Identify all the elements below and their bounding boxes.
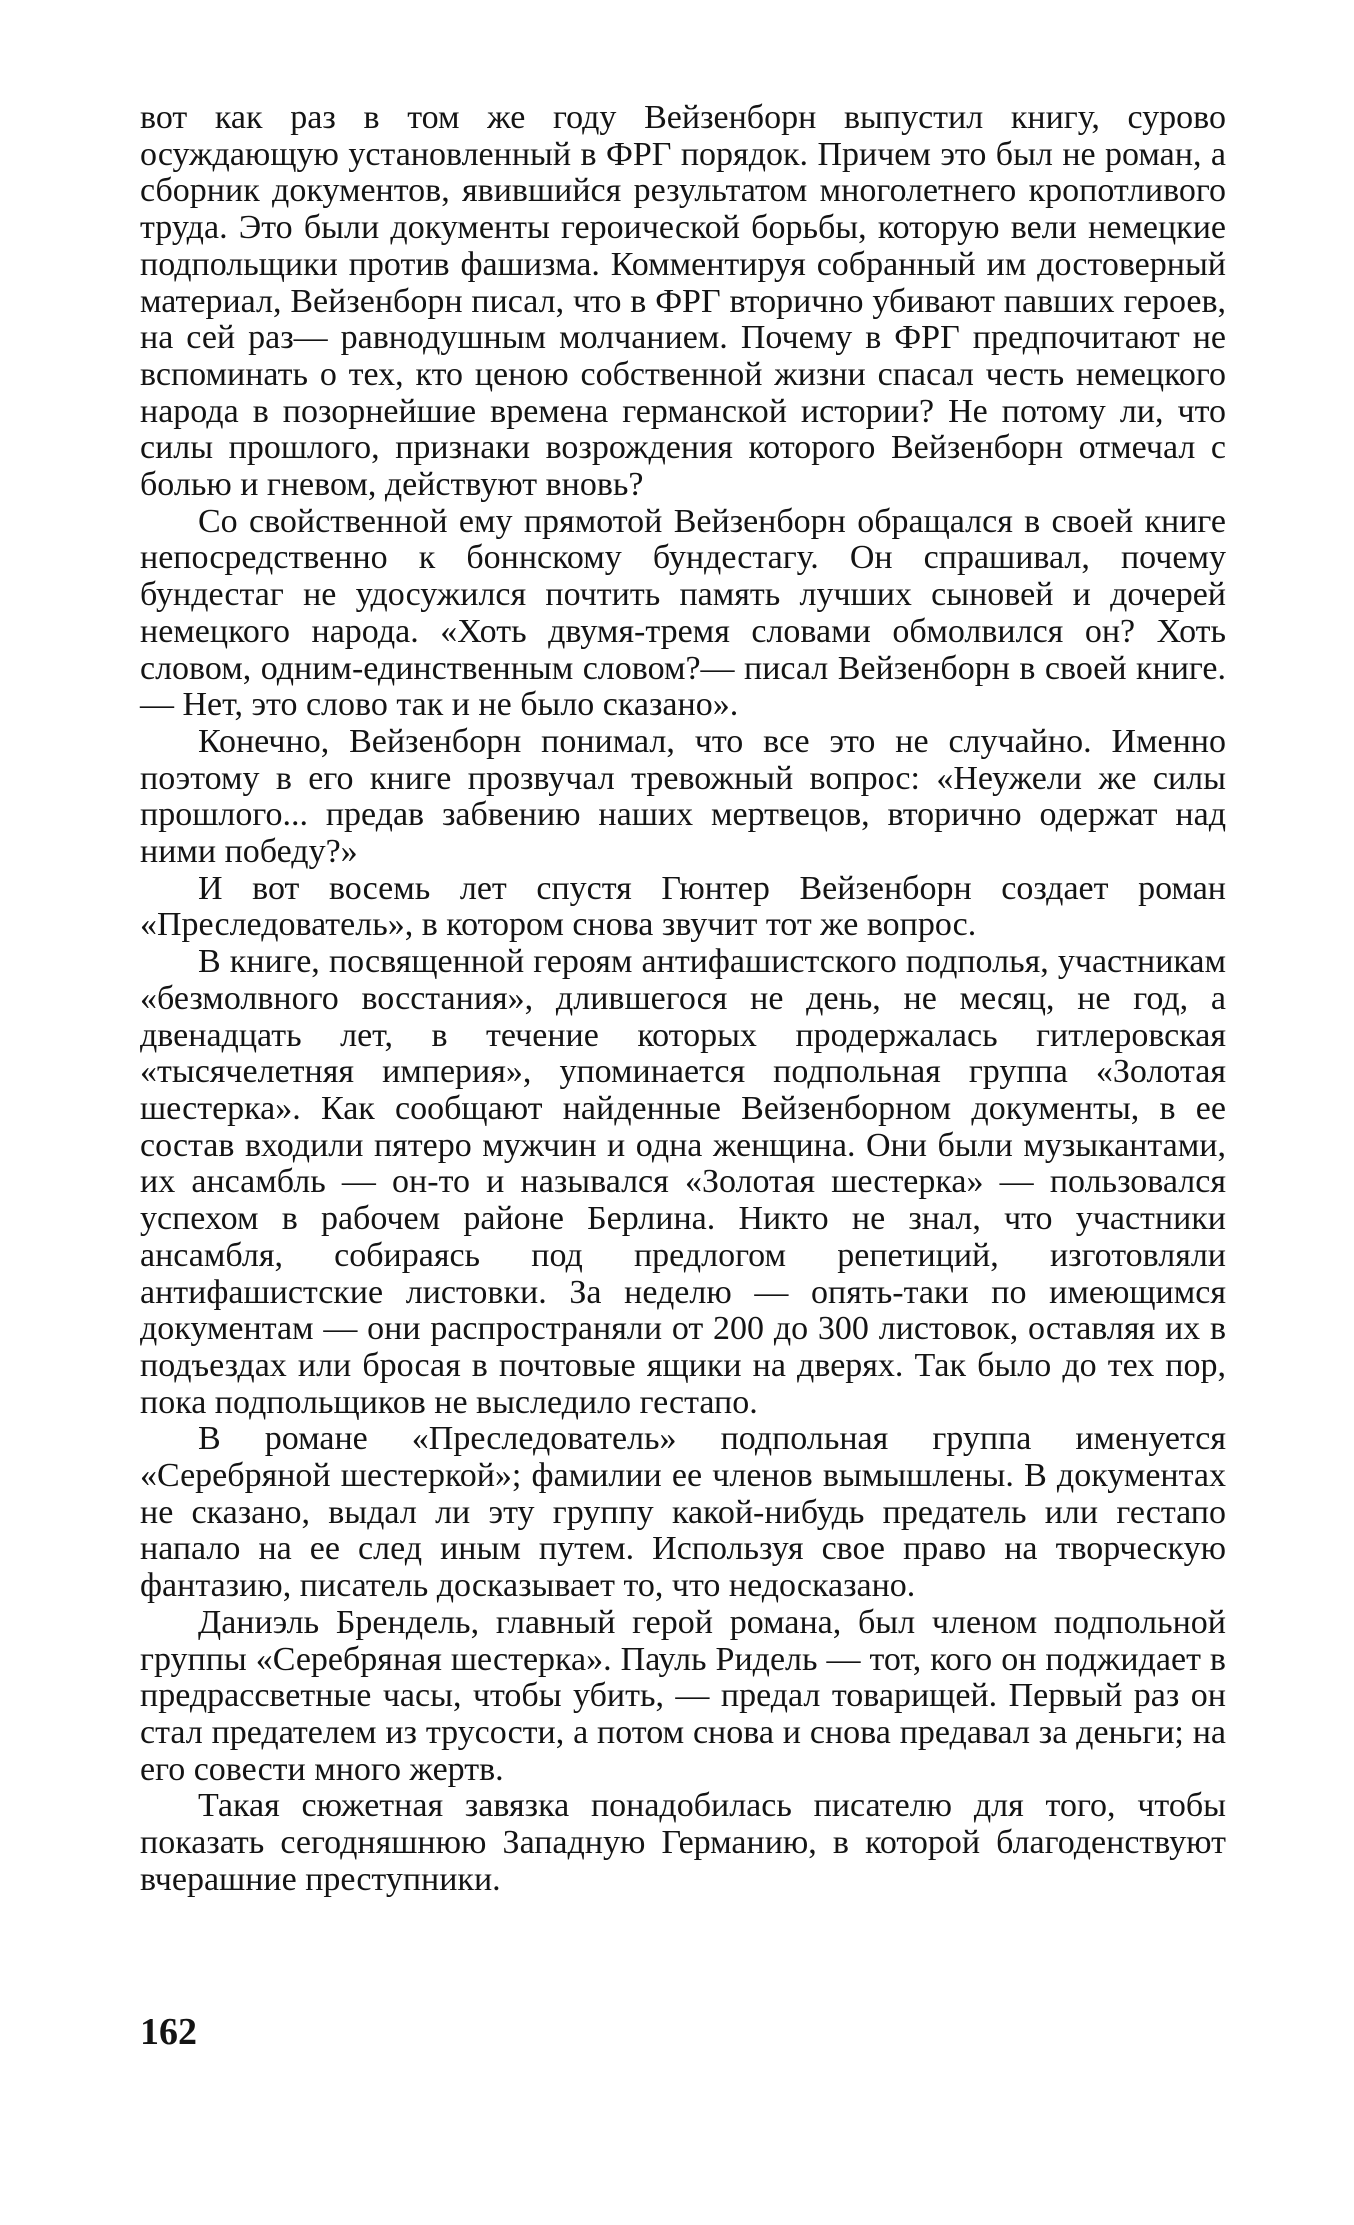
- paragraph-4: И вот восемь лет спустя Гюнтер Вейзенборн создает роман «Преследователь», в котором снова звучит тот же вопрос.: [140, 869, 1226, 944]
- paragraph-6: В романе «Преследователь» подпольная группа именуется «Серебряной шестеркой»; фамилии ее членов вымышлены. В документах не сказано, выдал ли эту группу какой-нибудь предатель или гестапо напало на ее след иным путем. Используя свое право на творческую фантазию, писатель досказывает то, что недосказано.: [140, 1420, 1226, 1605]
- page-body: [140, 100, 1226, 1898]
- paragraph-2: Со свойственной ему прямотой Вейзенборн обращался в своей книге непосредственно к боннскому бундестагу. Он спрашивал, почему бундестаг не удосужился почтить память лучших сыновей и дочерей немецкого народа. «Хоть двумя-тремя словами обмолвился он? Хоть словом, одним-единственным словом?— писал Вейзенборн в своей книге. — Нет, это слово так и не было сказано».: [140, 502, 1226, 724]
- page-number: 162: [140, 2011, 197, 2053]
- paragraph-7: Даниэль Брендель, главный герой романа, был членом подпольной группы «Серебряная шестерка». Пауль Ридель — тот, кого он поджидает в предрассветные часы, чтобы убить, — предал товарищей. Первый раз он стал предателем из трусости, а потом снова и снова предавал за деньги; на его совести много жертв.: [140, 1603, 1226, 1788]
- paragraph-5: В книге, посвященной героям антифашистского подполья, участникам «безмолвного восстания», длившегося не день, не месяц, не год, а двенадцать лет, в течение которых продержалась гитлеровская «тысячелетняя империя», упоминается подпольная группа «Золотая шестерка». Как сообщают найденные Вейзенборном документы, в ее состав входили пятеро мужчин и одна женщина. Они были музыкантами, их ансамбль — он-то и назывался «Золотая шестерка» — пользовался успехом в рабочем районе Берлина. Никто не знал, что участники ансамбля, собираясь под предлогом репетиций, изготовляли антифашистские листовки. За неделю — опять-таки по имеющимся документам — они распространяли от 200 до 300 листовок, оставляя их в подъездах или бросая в почтовые ящики на дверях. Так было до тех пор, пока подпольщиков не выследило гестапо.: [140, 943, 1226, 1421]
- paragraph-8: Такая сюжетная завязка понадобилась писателю для того, чтобы показать сегодняшнюю Западную Германию, в которой благоденствуют вчерашние преступники.: [140, 1787, 1226, 1898]
- paragraph-1: вот как раз в том же году Вейзенборн выпустил книгу, сурово осуждающую установленный в ФРГ порядок. Причем это был не роман, а сборник документов, явившийся результатом многолетнего кропотливого труда. Это были документы героической борьбы, которую вели немецкие подпольщики против фашизма. Комментируя собранный им достоверный материал, Вейзенборн писал, что в ФРГ вторично убивают павших героев, на сей раз— равнодушным молчанием. Почему в ФРГ предпочитают не вспоминать о тех, кто ценою собственной жизни спасал честь немецкого народа в позорнейшие времена германской истории? Не потому ли, что силы прошлого, признаки возрождения которого Вейзенборн отмечал с болью и гневом, действуют вновь?: [140, 99, 1226, 504]
- paragraph-3: Конечно, Вейзенборн понимал, что все это не случайно. Именно поэтому в его книге прозвучал тревожный вопрос: «Неужели же силы прошлого... предав забвению наших мертвецов, вторично одержат над ними победу?»: [140, 722, 1226, 871]
